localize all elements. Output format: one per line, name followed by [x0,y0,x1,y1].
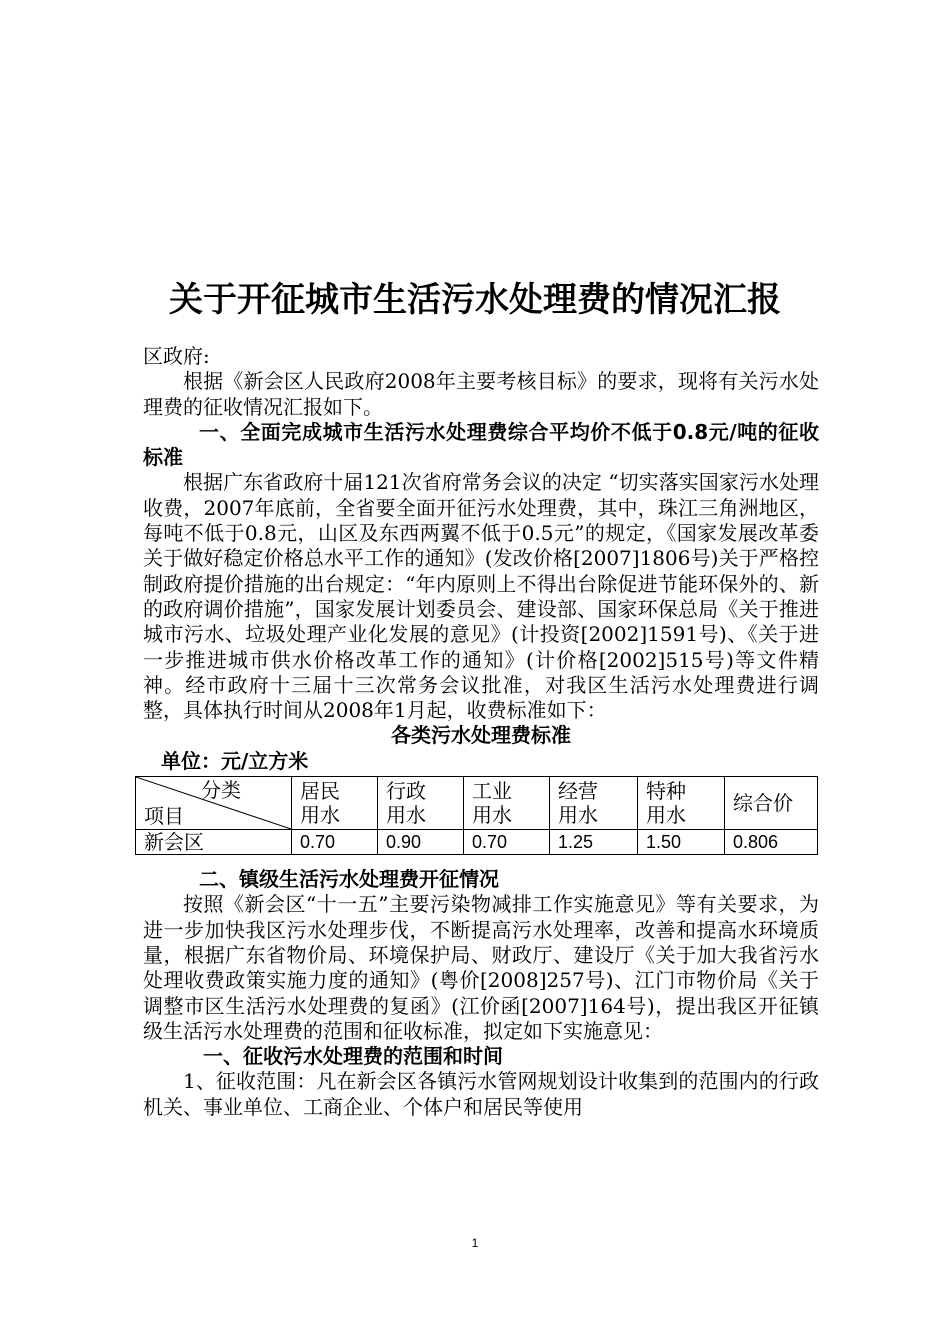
value-cell: 0.70 [464,830,550,855]
row-label: 新会区 [136,830,292,855]
paragraph-1: 根据广东省政府十届121次省府常务会议的决定 “切实落实国家污水处理收费，2007年底前，全省要全面开征污水处理费，其中，珠江三角洲地区，每吨不低于0.8元，山区及东西两翼不低于0.5元”的规定，《国家发展改革委关于做好稳定价格总水平工作的通知》(发改价格[2007]1806号)关于严格控制政府提价措施的出台规定：“年内原则上不得出台除促进节能环保外的、新的政府调价措施”，国家发展计划委员会、建设部、国家环保总局《关于推进城市污水、垃圾处理产业化发展的意见》(计投资[2002]1591号)、《关于进一步推进城市供水价格改革工作的通知》(计价格[2002]515号)等文件精神。经市政府十三届十三次常务会议批准，对我区生活污水处理费进行调整，具体执行时间从2008年1月起，收费标准如下： [143,470,819,723]
table-header-row [136,777,818,830]
fee-table [135,776,818,855]
document-body [143,344,819,1120]
header-cell: 居民 用水 [292,777,378,830]
header-cell: 经营 用水 [550,777,638,830]
value-cell: 0.90 [378,830,464,855]
value-cell: 1.25 [550,830,638,855]
value-cell: 0.70 [292,830,378,855]
table-caption: 各类污水处理费标准 [391,723,571,748]
intro-paragraph: 根据《新会区人民政府2008年主要考核目标》的要求，现将有关污水处理费的征收情况汇报如下。 [143,369,819,419]
header-cell: 综合价 [725,777,818,830]
section-heading-1: 一、全面完成城市生活污水处理费综合平均价不低于0.8元/吨的征收标准 [143,419,819,470]
header-cell: 行政 用水 [378,777,464,830]
paragraph-3: 1、征收范围：凡在新会区各镇污水管网规划设计收集到的范围内的行政机关、事业单位、工商企业、个体户和居民等使用 [143,1069,819,1119]
value-cell: 0.806 [725,830,818,855]
paragraph-2: 按照《新会区“十一五”主要污染物减排工作实施意见》等有关要求，为进一步加快我区污水处理步伐，不断提高污水处理率，改善和提高水环境质量，根据广东省物价局、环境保护局、财政厅、建设厅《关于加大我省污水处理收费政策实施力度的通知》(粤价[2008]257号)、江门市物价局《关于调整市区生活污水处理费的复函》(江价函[2007]164号)，提出我区开征镇级生活污水处理费的范围和征收标准，拟定如下实施意见： [143,892,819,1043]
table-corner-cell [136,777,292,830]
value-cell: 1.50 [638,830,725,855]
page-number: 1 [471,1236,479,1250]
corner-label-item: 项目 [144,804,184,829]
section-heading-2: 二、镇级生活污水处理费开征情况 [199,867,499,892]
corner-label-category: 分类 [201,778,241,803]
table-wrapper [143,776,819,855]
table-unit: 单位：元/立方米 [161,748,309,773]
section-heading-3: 一、征收污水处理费的范围和时间 [203,1044,503,1069]
document-title: 关于开征城市生活污水处理费的情况汇报 [169,280,781,320]
table-row [136,830,818,855]
salutation: 区政府: [143,344,210,368]
header-cell: 工业 用水 [464,777,550,830]
header-cell: 特种 用水 [638,777,725,830]
